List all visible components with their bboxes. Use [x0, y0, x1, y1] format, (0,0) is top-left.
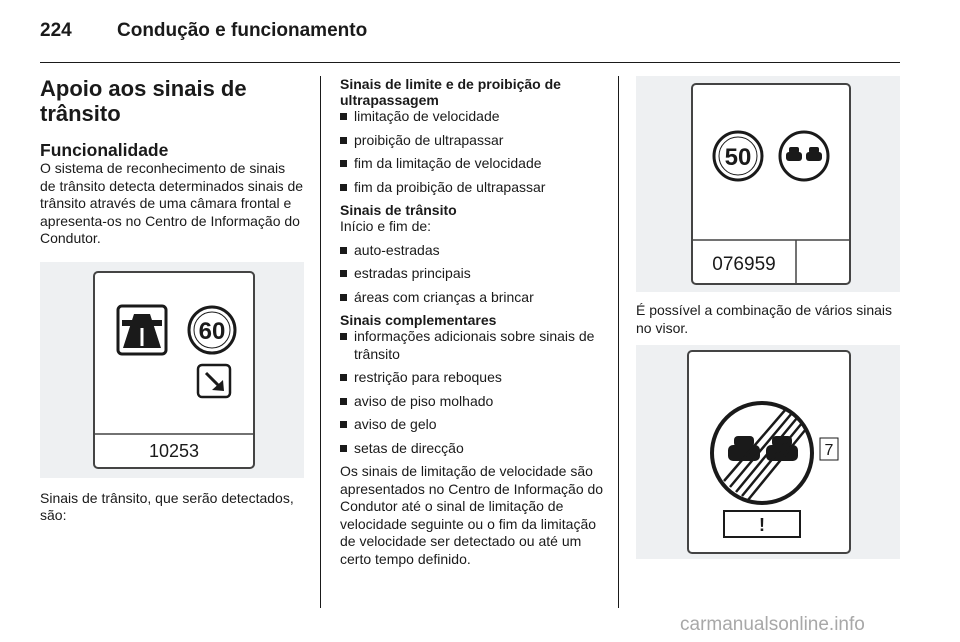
group-title-complementary-signs: Sinais complementares — [340, 312, 497, 328]
subsection-title: Funcionalidade — [40, 140, 169, 160]
limit-signs-list — [340, 108, 608, 196]
arrow-down-right-icon — [198, 365, 230, 397]
list-item: áreas com crianças a brincar — [340, 289, 608, 307]
list-item: setas de direcção — [340, 440, 608, 458]
watermark: carmanualsonline.info — [680, 614, 865, 635]
list-item: estradas principais — [340, 265, 608, 283]
page-header — [40, 18, 900, 63]
traffic-signs-list — [340, 242, 608, 307]
list-item: aviso de piso molhado — [340, 393, 608, 411]
list-item: restrição para reboques — [340, 369, 608, 387]
combination-paragraph: É possível a combinação de vários sinais no visor. — [636, 302, 893, 336]
figure-display-50-no-overtaking — [636, 76, 900, 292]
figure-code: 076959 — [712, 254, 776, 275]
figure-code: 10253 — [148, 440, 200, 461]
detected-signs-intro: Sinais de trânsito, que serão detectados, são: — [40, 489, 294, 523]
middle-column — [340, 76, 608, 568]
warning-exclamation: ! — [759, 515, 765, 535]
list-item: auto-estradas — [340, 242, 608, 260]
figure-display-motorway-60 — [40, 262, 304, 478]
list-item: proibição de ultrapassar — [340, 132, 608, 150]
column-divider-right — [618, 76, 619, 608]
group-title-traffic-signs: Sinais de trânsito — [340, 202, 457, 218]
intro-paragraph: O sistema de reconhecimento de sinais de trânsito detecta determinados sinais de trânsito através de uma câmara frontal e apresenta-os no Centro de Informação do Condutor. — [40, 160, 304, 246]
section-title: Apoio aos sinais de trânsito — [40, 76, 247, 126]
no-overtaking-icon — [780, 132, 828, 180]
speed-value-50: 50 — [724, 144, 752, 171]
group-title-limit-signs: Sinais de limite e de proibição de ultrapassagem — [340, 76, 561, 108]
left-column — [40, 76, 304, 525]
right-column — [636, 76, 900, 559]
list-item: limitação de velocidade — [340, 108, 608, 126]
list-item: aviso de gelo — [340, 416, 608, 434]
complementary-signs-list — [340, 328, 608, 457]
group-intro: Início e fim de: — [340, 218, 432, 234]
speed-limit-50-icon — [714, 132, 762, 180]
speed-value-60: 60 — [198, 317, 226, 345]
motorway-sign-icon — [118, 306, 166, 354]
speed-limit-60-icon — [189, 307, 235, 353]
small-mark-7: 7 — [824, 442, 834, 459]
closing-paragraph: Os sinais de limitação de velocidade são apresentados no Centro de Informação do Condutor até o sinal de limitação de velocidade seguinte ou o fim da limitação de velocidade ser detectado ou até um certo tempo definido. — [340, 463, 604, 567]
column-divider-left — [320, 76, 321, 608]
chapter-title: Condução e funcionamento — [117, 20, 368, 41]
list-item: fim da limitação de velocidade — [340, 155, 608, 173]
page-number: 224 — [40, 20, 72, 41]
list-item: fim da proibição de ultrapassar — [340, 179, 608, 197]
end-no-overtaking-icon — [712, 403, 812, 503]
list-item: informações adicionais sobre sinais de trânsito — [340, 328, 608, 363]
figure-display-end-no-overtaking — [636, 345, 900, 559]
